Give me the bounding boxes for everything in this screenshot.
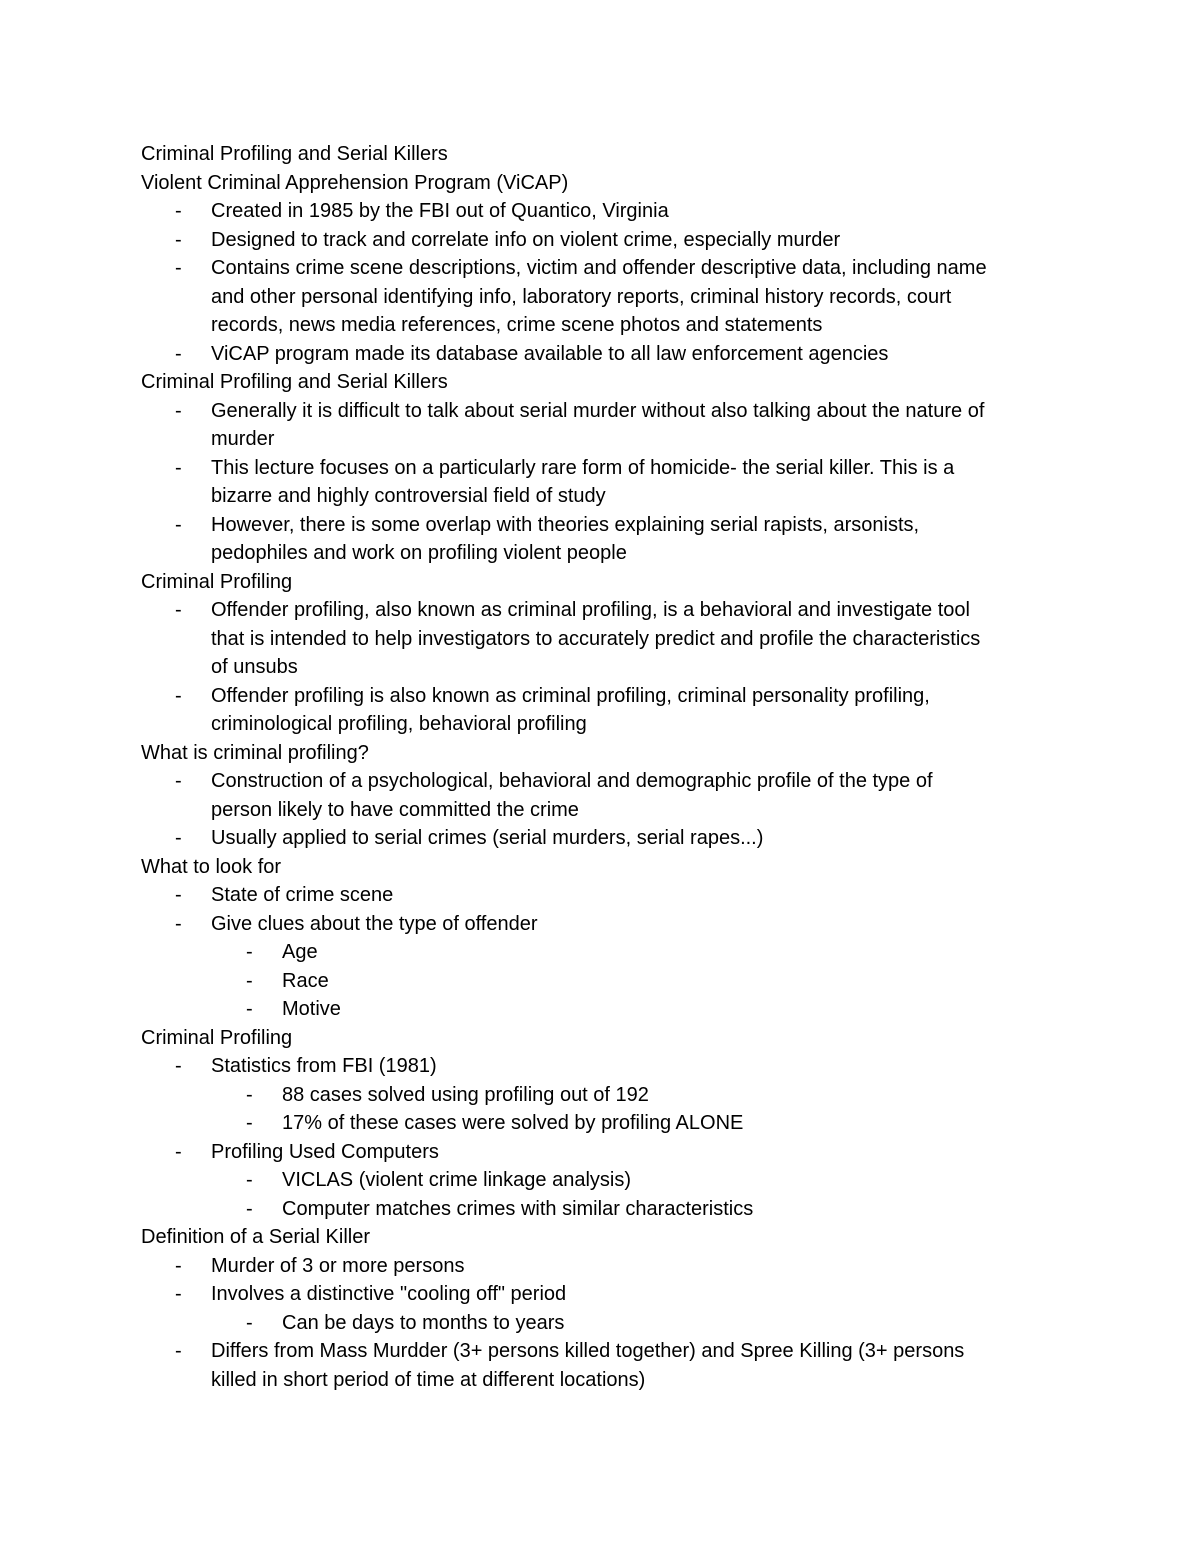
sub-list-item-text: Motive [282,998,341,1020]
list-item-text: Created in 1985 by the FBI out of Quantico, Virginia [211,200,669,222]
list-item-text: of unsubs [211,656,298,678]
bullet-dash: - [175,1055,182,1077]
bullet-dash: - [246,941,253,963]
list-item [141,1280,1061,1309]
list-item [141,767,1061,796]
list-item-text: Involves a distinctive "cooling off" period [211,1283,567,1305]
section-heading: Definition of a Serial Killer [141,1226,370,1248]
list-item-text: Differs from Mass Murdder (3+ persons killed together) and Spree Killing (3+ persons [211,1340,965,1362]
list-item-continuation [141,796,1061,825]
section-heading: Criminal Profiling and Serial Killers [141,143,448,165]
list-item-text: Designed to track and correlate info on violent crime, especially murder [211,228,841,251]
list-item [141,1052,1061,1081]
bullet-dash: - [175,257,182,279]
list-item-text: Offender profiling is also known as criminal profiling, criminal personality profiling, [211,684,930,707]
list-item-text: records, news media references, crime scene photos and statements [211,314,823,336]
bullet-dash: - [175,200,182,222]
list-item-continuation [141,653,1061,682]
list-item [141,1337,1061,1366]
list-item-text: Contains crime scene descriptions, victim and offender descriptive data, including name [211,257,987,279]
section-heading: Criminal Profiling [141,1026,293,1049]
bullet-dash: - [246,1311,253,1334]
list-item [141,881,1061,910]
list-item-text: criminological profiling, behavioral profiling [211,713,587,735]
sub-list-item [141,995,1061,1024]
list-item-text: State of crime scene [211,884,394,906]
sub-list-item [141,938,1061,967]
list-item-text: However, there is some overlap with theories explaining serial rapists, arsonists, [211,513,920,536]
list-item [141,197,1061,226]
list-item-text: and other personal identifying info, laboratory reports, criminal history records, court [211,285,952,308]
bullet-dash: - [175,513,182,536]
sub-list-item [141,1109,1061,1138]
bullet-dash: - [246,969,253,992]
bullet-dash: - [175,456,182,479]
bullet-dash: - [175,884,182,906]
sub-list-item [141,1166,1061,1195]
bullet-dash: - [246,1197,253,1220]
list-item [141,1138,1061,1167]
sub-list-item-text: 17% of these cases were solved by profiling ALONE [282,1112,744,1134]
list-item-text: Construction of a psychological, behavioral and demographic profile of the type of [211,770,933,792]
bullet-dash: - [175,1254,182,1277]
list-item-continuation [141,710,1061,739]
list-item-text: pedophiles and work on profiling violent people [211,542,627,564]
list-item [141,824,1061,853]
sub-list-item-text: Age [282,941,318,963]
list-item-text: person likely to have committed the crime [211,798,579,821]
list-item-continuation [141,482,1061,511]
list-item [141,682,1061,711]
bullet-dash: - [175,1340,182,1362]
bullet-dash: - [246,998,253,1020]
list-item-text: Generally it is difficult to talk about serial murder without also talking about the nature of [211,399,985,422]
list-item-text: Give clues about the type of offender [211,912,538,935]
bullet-dash: - [175,228,182,251]
bullet-dash: - [175,1140,182,1163]
list-item-text: bizarre and highly controversial field of study [211,485,606,507]
sub-list-item-text: VICLAS (violent crime linkage analysis) [282,1169,632,1191]
list-item [141,511,1061,540]
bullet-dash: - [175,827,182,849]
list-item [141,596,1061,625]
list-item [141,340,1061,369]
document-body [141,140,1061,1394]
list-item [141,254,1061,283]
list-item-text: murder [211,428,275,450]
sub-list-item-text: Can be days to months to years [282,1311,565,1334]
bullet-dash: - [175,599,182,621]
bullet-dash: - [175,770,182,792]
list-item-continuation [141,1366,1061,1395]
list-item-text: This lecture focuses on a particularly rare form of homicide- the serial killer. This is a [211,456,955,479]
section-heading: Violent Criminal Apprehension Program (ViCAP) [141,171,569,194]
sub-list-item [141,1195,1061,1224]
sub-list-item [141,1081,1061,1110]
list-item-continuation [141,283,1061,312]
list-item-text: ViCAP program made its database available to all law enforcement agencies [211,342,889,365]
list-item-continuation [141,625,1061,654]
list-item-text: Statistics from FBI (1981) [211,1055,437,1077]
bullet-dash: - [246,1169,253,1191]
list-item-text: killed in short period of time at different locations) [211,1368,646,1391]
bullet-dash: - [175,342,182,365]
section-heading: Criminal Profiling [141,570,293,593]
list-item [141,454,1061,483]
sub-list-item-text: 88 cases solved using profiling out of 192 [282,1083,649,1106]
section-heading: What is criminal profiling? [141,741,369,764]
bullet-dash: - [246,1083,253,1106]
bullet-dash: - [175,399,182,422]
section-heading: What to look for [141,855,282,878]
list-item-continuation [141,539,1061,568]
list-item-text: Usually applied to serial crimes (serial murders, serial rapes...) [211,827,764,849]
list-item [141,226,1061,255]
sub-list-item [141,967,1061,996]
list-item-text: that is intended to help investigators to accurately predict and profile the characteristics [211,627,981,650]
sub-list-item-text: Race [282,969,329,992]
list-item [141,397,1061,426]
bullet-dash: - [175,684,182,707]
list-item-text: Murder of 3 or more persons [211,1254,465,1277]
list-item-text: Profiling Used Computers [211,1140,439,1163]
bullet-dash: - [175,912,182,935]
sub-list-item-text: Computer matches crimes with similar characteristics [282,1197,754,1220]
bullet-dash: - [175,1283,182,1305]
sub-list-item [141,1309,1061,1338]
section-heading: Criminal Profiling and Serial Killers [141,371,448,393]
list-item [141,1252,1061,1281]
list-item [141,910,1061,939]
list-item-continuation [141,425,1061,454]
list-item-continuation [141,311,1061,340]
list-item-text: Offender profiling, also known as criminal profiling, is a behavioral and investigate tool [211,599,970,621]
bullet-dash: - [246,1112,253,1134]
